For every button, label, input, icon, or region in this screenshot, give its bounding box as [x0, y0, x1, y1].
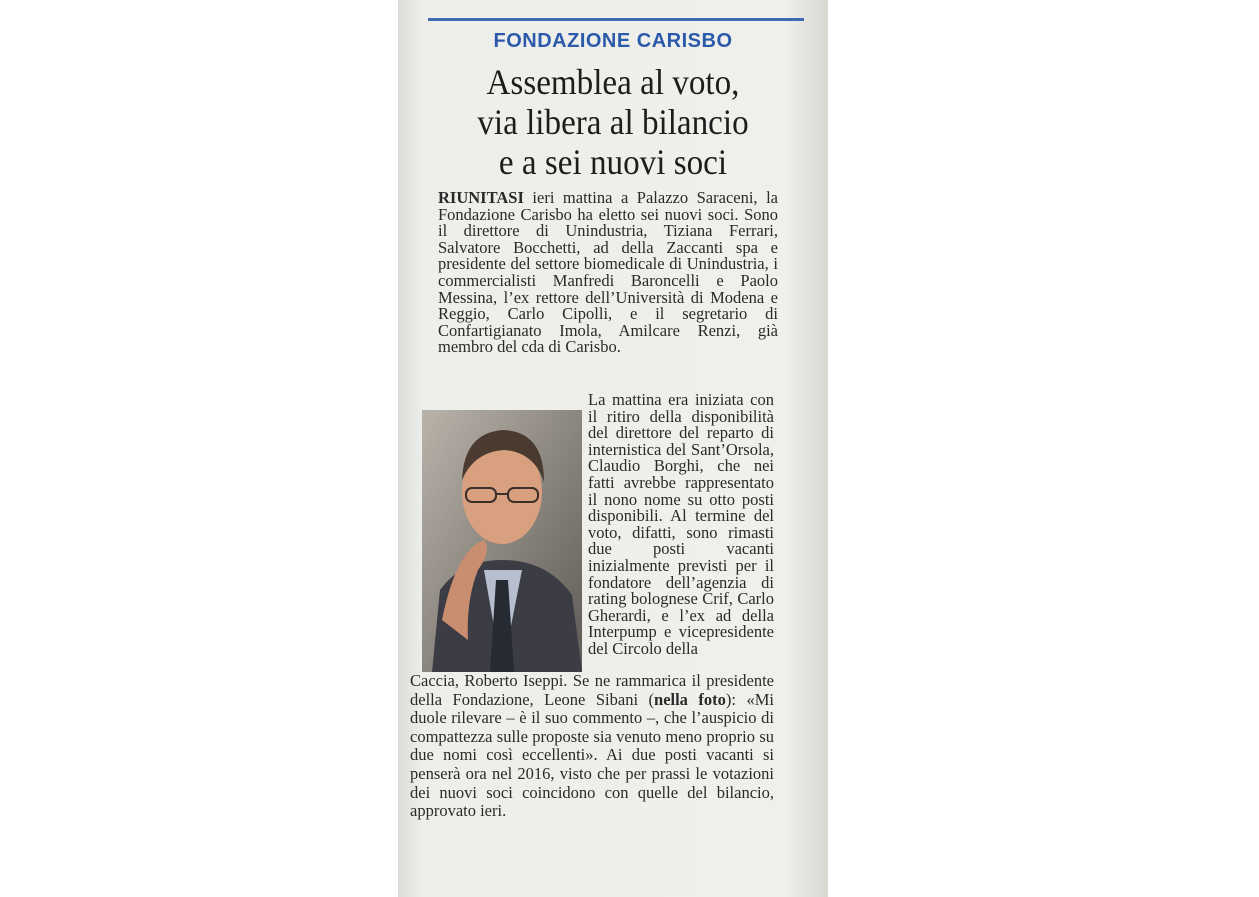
newspaper-clipping — [398, 0, 828, 897]
section-rule — [428, 18, 804, 21]
headline-line-1: Assemblea al voto, — [486, 62, 740, 102]
paragraph-2-tail-b: ): «Mi duole rilevare – è il suo commento –, che l’auspicio di compattezza sulle proposte sia venuto meno proprio su due nomi così eccellenti». Ai due posti vacanti si penserà ora nel 2016, visto che per prassi le votazioni dei nuovi soci coincidono con quelle del bilancio, approvato ieri. — [410, 689, 774, 821]
headline-line-3: e a sei nuovi soci — [498, 142, 728, 182]
headline — [434, 62, 793, 182]
portrait-photo — [422, 410, 582, 672]
paragraph-1-text: ieri mattina a Palazzo Saraceni, la Fondazione Carisbo ha eletto sei nuovi soci. Sono il direttore di Unindustria, Tiziana Ferrari, Salvatore Bocchetti, ad della Zaccanti spa e presidente del settore biomedicale di Unindustria, i commercialisti Manfredi Baroncelli e Paolo Messina, l’ex rettore dell’Università di Modena e Reggio, Carlo Cipolli, e il segretario di Confartigianato Imola, Amilcare Renzi, già membro del cda di Carisbo. — [438, 188, 778, 357]
paragraph-2-tail — [410, 672, 774, 821]
photo-caption-ref: nella foto — [654, 689, 726, 709]
paragraph-2-column: La mattina era iniziata con il ritiro della disponibilità del direttore del reparto di internistica del Sant’Orsola, Claudio Borghi, che nei fatti avrebbe rappresentato il nono nome su otto posti disponibili. Al termine del voto, difatti, sono rimasti due posti vacanti inizialmente previsti per il fondatore dell’agenzia di rating bolognese Crif, Carlo Gherardi, e l’ex ad della Interpump e vicepresidente del Circolo della — [588, 390, 774, 658]
headline-line-2: via libera al bilancio — [477, 102, 749, 142]
paragraph-2-tail-a: Caccia, Roberto Iseppi. Se ne rammarica il presidente della Fondazione, Leone Sibani ( — [410, 671, 774, 709]
portrait-image — [422, 410, 582, 672]
section-kicker: FONDAZIONE CARISBO — [493, 30, 733, 52]
paragraph-1 — [438, 190, 778, 356]
lead-word: RIUNITASI — [438, 188, 524, 207]
article-body — [438, 190, 778, 356]
